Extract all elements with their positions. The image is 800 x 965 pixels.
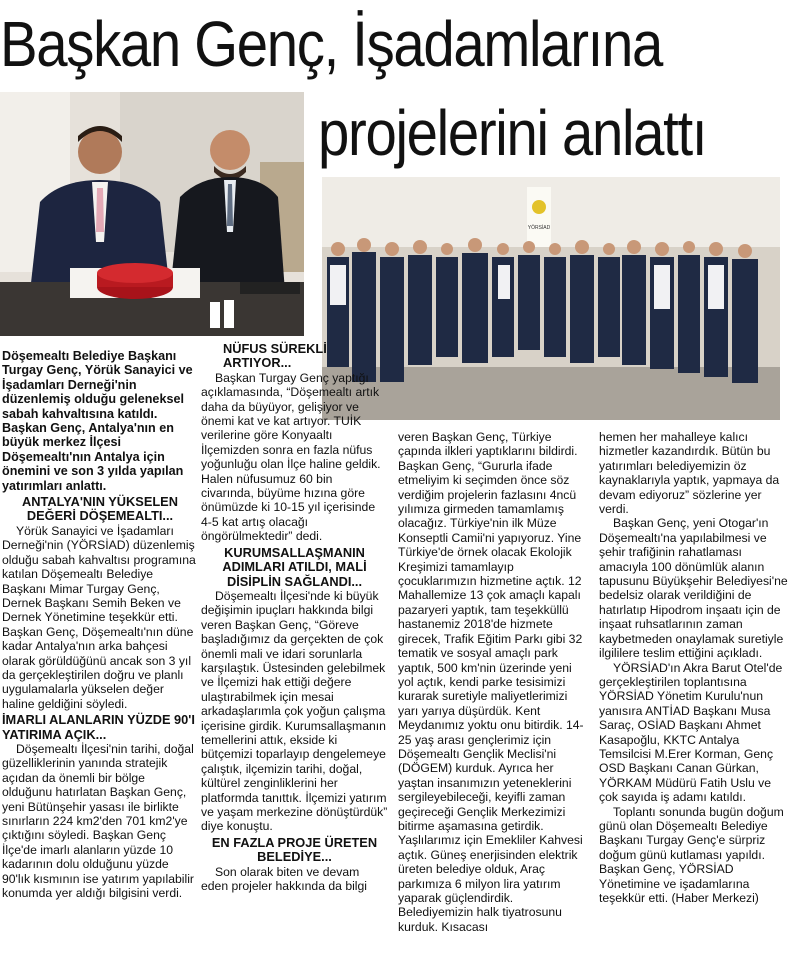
photo-group (322, 177, 780, 420)
paragraph: YÖRSİAD'ın Akra Barut Otel'de gerçekleştirilen toplantısına YÖRSİAD Yönetim Kurulu'nun yanısıra ANTİAD Başkanı Musa Saraç, OSİAD Başkanı Ahmet Kasapoğlu, KKTC Antalya Temsilcisi M.Erer Korman, Genç OSD Başkanı Canan Gürkan, YÖRKAM Müdürü Fatih Uslu ve çok sayıda iş adamı katıldı. (599, 660, 783, 805)
column-2 (201, 340, 388, 962)
subheading-kurumsallasma: KURUMSALLAŞMANIN ADIMLARI ATILDI, MALİ DİSİPLİN SAĞLANDI... (222, 544, 367, 589)
paragraph: Döşemealtı İlçesi'nde ki büyük değişimin ipuçları hakkında bilgi veren Başkan Genç, “Göreve başladığımız da gerçekten de çok önemli mali ve idari sorunlarla karşılaştık. Üstesinden gelebilmek ve İlçemizi hak ettiği değere ulaştırabilmek için mesai arkadaşlarımla çok yoğun çalışma içerisine girdik. Kurumsallaşmanın temellerini attık, ekside ki bütçemizi toparlayıp dengelemeye çalıştık, ilçemizin tarihi, doğal, kültürel zenginliklerini her platformda tanıttık. İlçemizi yatırım ve yaşam merkezine dönüştürdük” diye konuştu. (201, 588, 388, 834)
photo-breakfast-image (0, 92, 304, 336)
paragraph: Başkan Genç, yeni Otogar'ın Döşemealtı'na yapılabilmesi ve şehir trafiğinin rahatlaması amacıyla 100 dönümlük alanın tapusunu Büyükşehir Belediyesi'ne bedelsiz olarak verildiğini de hatırlatıp Hipodrom inşaatı için de inşaat ruhsatlarının zaman kaybetmeden onaylamak suretiyle ilgililere teslim ettiğini açıkladı. (599, 516, 788, 661)
subheading-nufus: NÜFUS SÜREKLİ ARTIYOR... (223, 341, 327, 371)
paragraph: veren Başkan Genç, Türkiye çapında ilkleri yaptıklarını bildirdi. Başkan Genç, “Gururla ifade etmeliyim ki seçimden önce söz verdiğim projelerin fazlasını 4ncü yılımıza girmeden tamamlamış olacağız. Türkiye'nin ilk Müze Konseptli Camii'ni yapıyoruz. Yine Türkiye'de örnek olacak Ekolojik Kreşimizi tamamlayıp çocuklarımızın hizmetine açtık. 12 Mahallemize 13 çok amaçlı kapalı pazaryeri yaptık, tam teşekküllü hastanemiz 2018'de hizmete girecek, Trafik Eğitim Parkı gibi 32 tematik ve sosyal amaçlı park yaptık, 500 km'nin üzerinde yeni yol açtık, kendi parke tesisimizi kurarak suretiyle maliyetlerimizi yarı yarıya düşürdük. Kent Meydanımız yoktu onu bitirdik. 14-25 yaş arası gençlerimiz için Döşemealtı Gençlik Meclisi'ni (DÖGEM) kurduk. Ayrıca her yaştan insanımızın yeteneklerini sergileyebileceği, keyifli zaman geçireceği Gençlik Merkezimizi bitirme aşamasına getirdik. Yaşlılarımız için Emekliler Kahvesi açtık. Güneş enerjisinden elektrik üreten belediye olduk, Araç parkımıza 6 milyon lira yatırım yaparak güçlendirdik. Belediyemizin halk tiyatrosunu kurduk. Kısacası (398, 430, 584, 934)
paragraph: Toplantı sonunda bugün doğum günü olan Döşemealtı Belediye Başkanı Turgay Genç'e sürpriz doğum günü kutlaması yapıldı. Başkan Genç, YÖRSİAD Yönetimine ve işadamlarına teşekkür etti. (Haber Merkezi) (599, 804, 784, 905)
sign-label: YÖRSİAD (527, 225, 551, 231)
photo-group-image (322, 177, 780, 420)
paragraph: Yörük Sanayici ve İşadamları Derneği'nin (YÖRSİAD) düzenlemiş olduğu sabah kahvaltısı programına katılan Döşemealtı Belediye Başkanı Mimar Turgay Genç, Dernek Başkanı Semih Beken ve Dernek Yönetimine teşekkür etti. Başkan Genç, Döşemealtı'nın düne kadar Antalya'nın arka bahçesi olarak görüldüğünü ancak son 3 yıl da gerçekleştirilen doğru ve planlı uygulamalarla yükselen değer haline geldiğini söyledi. (2, 523, 196, 711)
lead-paragraph: Döşemealtı Belediye Başkanı Turgay Genç, Yörük Sanayici ve İşadamları Derneği'nin düzenlemiş olduğu geleneksel sabah kahvaltısına katıldı. Başkan Genç, Antalya'nın en büyük merkez İlçesi Döşemealtı'nın Antalya için önemini ve son 3 yılda yapılan yatırımları anlattı. (2, 349, 193, 493)
headline-line-1: Başkan Genç, İşadamlarına (0, 8, 662, 80)
subheading-yukselen-deger: ANTALYA'NIN YÜKSELEN DEĞERİ DÖŞEMEALTI... (22, 494, 178, 524)
column-4 (599, 430, 791, 962)
paragraph: Başkan Turgay Genç yaptığı açıklamasında, “Döşemealtı artık daha da büyüyor, gelişiyor ve önemi kat ve kat artıyor. TUİK verilerine göre Konyaaltı İlçemizden sonra en fazla nüfus yoğunluğu olan İlçe haline geldik. Halen nüfusumuz 60 bin civarında, büyüme hızına göre önümüzde ki 10-15 yıl içerisinde 4-5 kat artış olacağı öngörülmektedir” dedi. (201, 370, 381, 544)
subheading-en-fazla-proje: EN FAZLA PROJE ÜRETEN BELEDİYE... (211, 834, 378, 865)
paragraph: Döşemealtı İlçesi'nin tarihi, doğal güzelliklerinin yanında stratejik açıdan da önemli bir bölge olduğunu hatırlatan Başkan Genç, yeni Bütünşehir yasası ile birlikte sınırların 224 km2'den 701 km2'ye çıktığını söyledi. Başkan Genç İlçe'de imarlı alanların yüzde 10 kadarının dolu olduğunu yüzde 90'lık kısmının ise yatırım yapılabilir konumda yer aldığı bilgisini verdi. (2, 741, 194, 901)
photo-breakfast (0, 92, 304, 336)
paragraph: hemen her mahalleye kalıcı hizmetler kazandırdık. Bütün bu yatırımları belediyemizin öz kaynaklarıyla yaptık, yapmaya da devam ediyoruz” sözlerine yer verdi. (599, 430, 780, 517)
column-3 (398, 430, 590, 962)
paragraph: Son olarak biten ve devam eden projeler hakkında da bilgi (201, 864, 368, 894)
headline-line-2: projelerini anlattı (318, 97, 707, 169)
column-1 (2, 349, 198, 963)
subheading-imarli-alanlar: İMARLI ALANLARIN YÜZDE 90'I YATIRIMA AÇIK... (2, 712, 195, 742)
